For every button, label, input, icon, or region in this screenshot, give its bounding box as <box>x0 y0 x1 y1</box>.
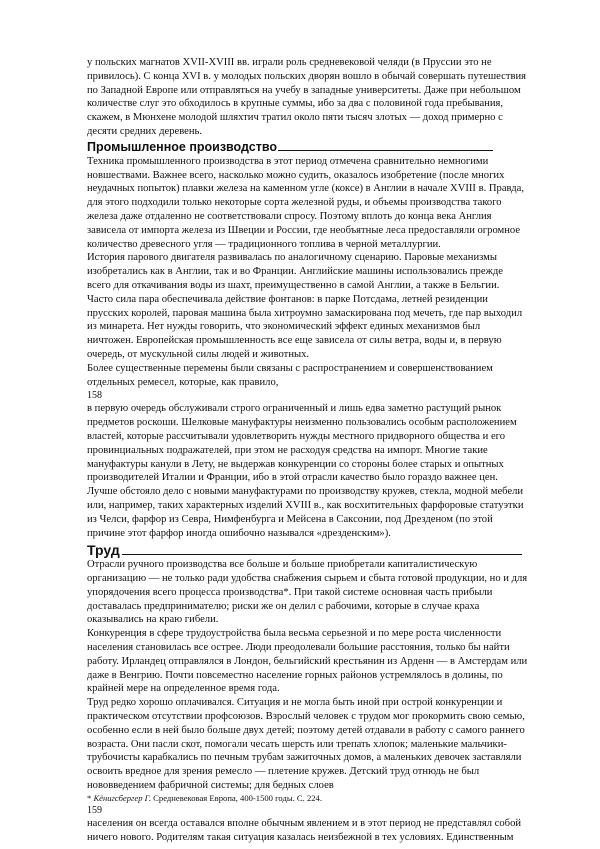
footnote-text: Средневековая Европа, 400-1500 годы. С. 224. <box>151 792 322 803</box>
paragraph: Техника промышленного производства в этот период отмечена сравнительно немногими новшествами. Важнее всего, насколько можно судить, оказалось изобретение (после многих неудачных попыток) плавки железа на каменном угле (коксе) в Англии в начале XVIII в. Правда, для этого подходили только некоторые сорта железной руды, и объемы производства такого железа даже отдаленно не соответствовали спросу. Поэтому вплоть до конца века Англия зависела от импорта железа из Швеции и России, где необъятные леса предоставляли огромное количество древесного угля — традиционного топлива в черной металлургии. <box>87 155 525 250</box>
heading-rule <box>122 543 522 555</box>
document-page <box>87 56 528 844</box>
page-number: 158 <box>87 390 102 402</box>
paragraph: у польских магнатов XVII-XVIII вв. играли роль средневековой челяди (в Пруссии это не привилось). С конца XVI в. у молодых польских дворян вошло в обычай совершать путешествия по Западной Европе или отправляться на учебу в западные университеты. Даже при небольшом количестве слуг это обходилось в крупные суммы, ибо за два с половиной года пребывания, скажем, в Мюнхене молодой шляхтич тратил около пяти тысяч злотых — доход примерно с десяти средних деревень. <box>87 57 526 137</box>
page-number: 159 <box>87 804 102 816</box>
paragraph: История парового двигателя развивалась по аналогичному сценарию. Паровые механизмы изобретались как в Англии, так и во Франции. Английские машины использовались прежде всего для откачивания воды из шахт, преимущественно в самой Англии, а также в Бельгии. Часто сила пара обеспечивала действие фонтанов: в парке Потсдама, летней резиденции прусских королей, паровая машина была хитроумно замаскирована под мечеть, где пар выходил из минарета. Нет нужды говорить, что экономический эффект единых механизмов был ничтожен. Европейская промышленность все еще зависела от силы ветра, воды и, в первую очередь, от мускульной силы людей и животных. <box>87 252 523 360</box>
section-heading <box>87 542 528 558</box>
paragraph: Конкуренция в сфере трудоустройства была весьма серьезной и по мере роста численности населения становилась все острее. Люди преодолевали большие расстояния, только бы найти работу. Ирландец отправлялся в Лондон, бельгийский крестьянин из Арденн — в Амстердам или даже в Венгрию. Почти повсеместно население горных районов устремлялось в долины, по крайней мере на определенное время года. <box>87 628 528 695</box>
paragraph: Труд редко хорошо оплачивался. Ситуация и не могла быть иной при острой конкуренции и практическом отсутствии профсоюзов. Взрослый человек с трудом мог прокормить свою семью, особенно если в ней было больше двух детей; поэтому детей отдавали в работу с самого раннего возраста. Они пасли скот, помогали чесать шерсть или трепать хлопок; маленькие мальчики-трубочисты карабкались по печным трубам зажиточных домов, а маленьких девочек заставляли освоить вредное для зрения ремесло — плетение кружев. Детский труд отнюдь не был нововведением фабричной системы; для бедных слоев <box>87 697 525 792</box>
section-heading-text: Промышленное производство <box>87 139 278 154</box>
paragraph: Отрасли ручного производства все больше и больше приобретали капиталистическую организацию — не только ради удобства снабжения сырьем и сбыта готовой продукции, но и для упорядочения всего процесса производства*. При такой системе основная часть прибыли доставалась предпринимателю; риски же он делил с рабочими, которые в случае краха оказывались на краю гибели. <box>87 559 528 626</box>
section-heading <box>87 140 528 155</box>
paragraph: Более существенные перемены были связаны с распространением и совершенствованием отдельных ремесел, которые, как правило, <box>87 362 493 388</box>
paragraph: в первую очередь обслуживали строго ограниченный и лишь едва заметно растущий рынок предметов роскоши. Шелковые мануфактуры неизменно пользовались особым расположением властей, которые рассчитывали удовлетворить нужды местного придворного общества и его провинциальных подражателей, при этом не расходуя средства на импорт. Многие такие мануфактуры канули в Лету, не выдержав конкуренции со стороны более старых и опытных производителей Италии и Франции, ибо в этой отрасли качество было гораздо важнее цен. Лучше обстояло дело с новыми мануфактурами по производству кружев, стекла, модной мебели или, например, таких характерных изделий XVIII в., как восхитительных фарфоровые статуэтки из Челси, фарфор из Севра, Нимфенбурга и Мейсена в Саксонии, под Дрезденом (по этой причине этот фарфор иногда ошибочно назывался «дрезденским»). <box>87 403 524 539</box>
footnote <box>87 793 528 804</box>
footnote-author: Кёнигсбергер Г. <box>93 792 152 803</box>
paragraph: населения он всегда оставался вполне обычным явлением и в этот период не представлял собой ничего нового. Родителям такая ситуация казалась неизбежной в тех условиях. Единственным <box>87 817 522 843</box>
heading-rule <box>278 140 493 151</box>
footnote-mark: * <box>87 792 92 803</box>
section-heading-text: Труд <box>87 542 120 559</box>
